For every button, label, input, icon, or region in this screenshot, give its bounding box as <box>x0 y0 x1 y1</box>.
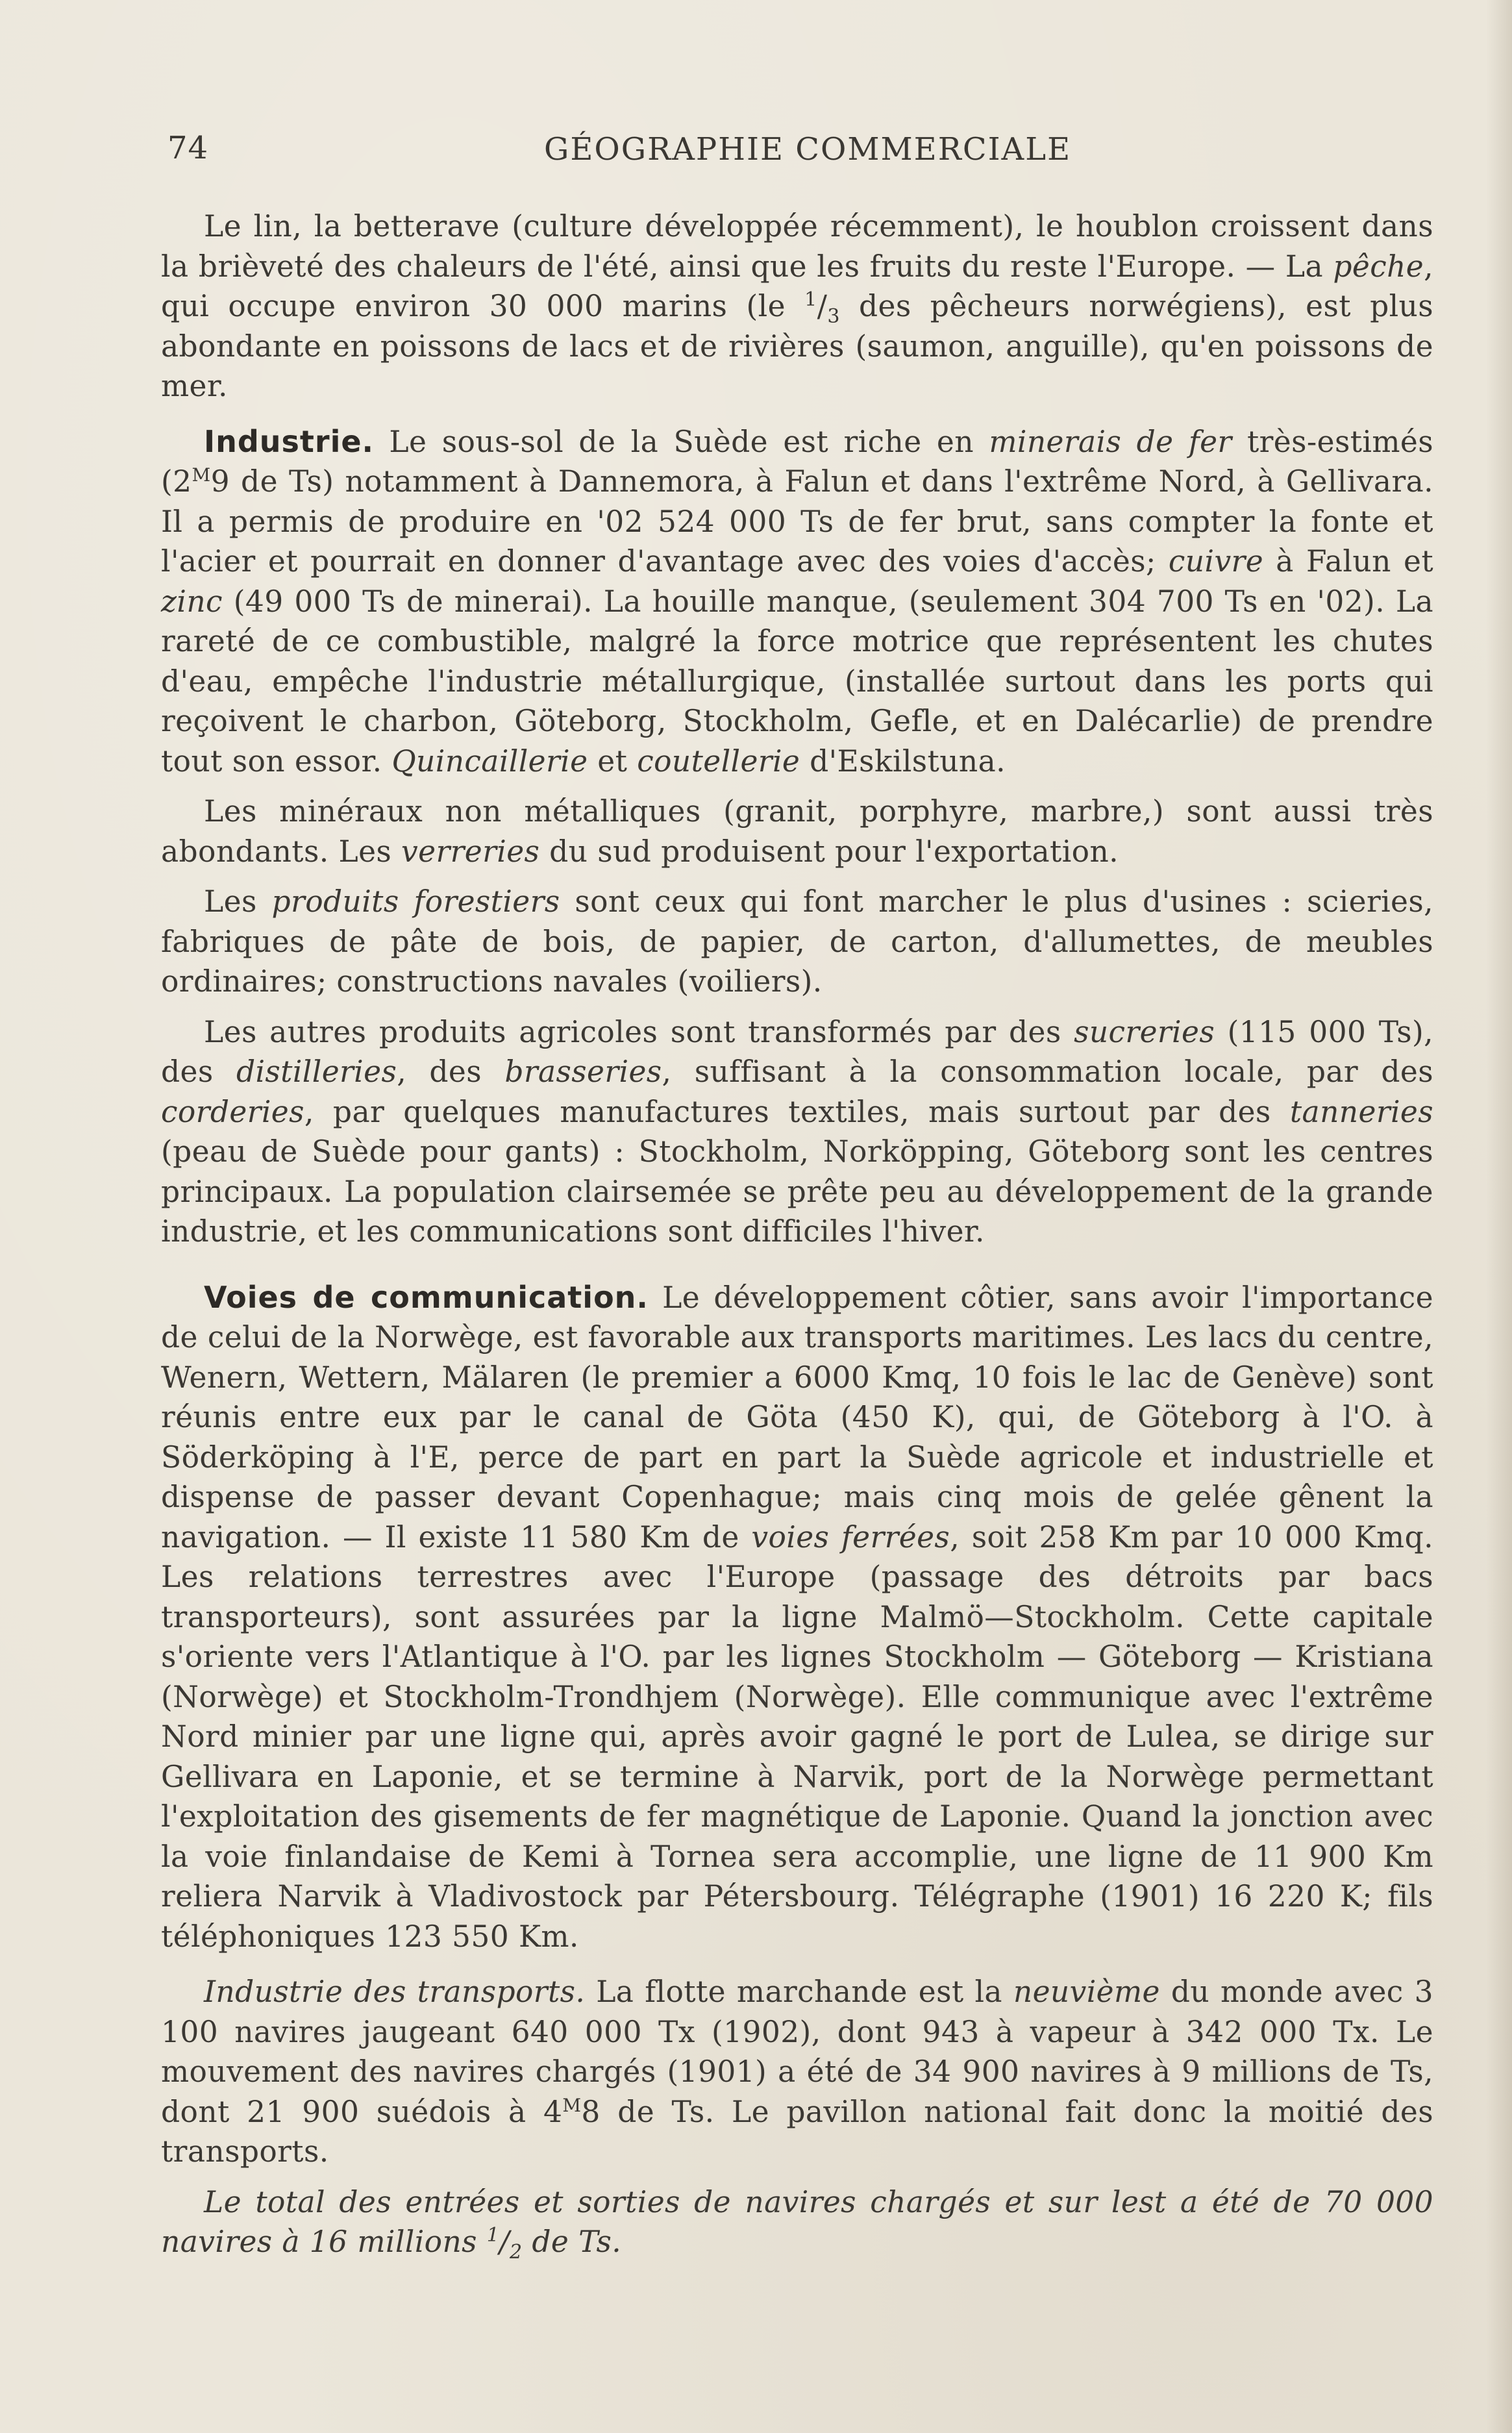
body-text <box>161 206 1433 2273</box>
section-title-industrie: Industrie. <box>204 423 375 459</box>
paragraph-forestiers: Les produits forestiers sont ceux qui font marcher le plus d'usines : scieries, fabriques de pâte de bois, de papier, de carton, d'allumettes, de meubles ordinaires; constructions navales (voiliers). <box>161 884 1433 999</box>
paragraph-agriculture-peche: Le lin, la betterave (culture développée récemment), le houblon croissent dans la brièveté des chaleurs de l'été, ainsi que les fruits du reste l'Europe. — La pêche, qui occupe environ 30 000 marins (le $^1/_3$ des pêcheurs norwégiens), est plus abondante en poissons de lacs et de rivières (saumon, anguille), qu'en poissons de mer. <box>161 209 1434 403</box>
page-header <box>167 130 1420 175</box>
paragraph-industrie: Industrie. Le sous-sol de la Suède est riche en minerais de fer très-estimés ($2^M9$ de Ts) notamment à Dannemora, à Falun et dans l'extrême Nord, à Gellivara. Il a permis de produire en '02 524 000 Ts de fer brut, sans compter la fonte et l'acier et pourrait en donner d'avantage avec des voies d'accès; cuivre à Falun et zinc (49 000 Ts de minerai). La houille manque, (seulement 304 700 Ts en '02). La rareté de ce combustible, malgré la force motrice que représentent les chutes d'eau, empêche l'industrie métallurgique, (installée surtout dans les ports qui reçoivent le charbon, Göteborg, Stockholm, Gefle, et en Dalécarlie) de prendre tout son essor. Quincaillerie et coutellerie d'Eskilstuna. <box>161 423 1433 779</box>
running-head: GÉOGRAPHIE COMMERCIALE <box>544 131 1072 168</box>
section-title-voies: Voies de communication. <box>204 1279 649 1315</box>
paragraph-voies: Voies de communication. Le développement côtier, sans avoir l'importance de celui de la Norwège, est favorable aux transports maritimes. Les lacs du centre, Wenern, Wettern, Mälaren (le premier a 6000 Kmq, 10 fois le lac de Genève) sont réunis entre eux par le canal de Göta (450 K), qui, de Göteborg à l'O. à Söderköping à l'E, perce de part en part la Suède agricole et industrielle et dispense de passer devant Copenhague; mais cinq mois de gelée gênent la navigation. — Il existe 11 580 Km de voies ferrées, soit 258 Km par 10 000 Kmq. Les relations terrestres avec l'Europe (passage des détroits par bacs transporteurs), sont assurées par la ligne Malmö—Stockholm. Cette capitale s'oriente vers l'Atlantique à l'O. par les lignes Stockholm — Göteborg — Kristiana (Norwège) et Stockholm-Trondhjem (Norwège). Elle communique avec l'extrême Nord minier par une ligne qui, après avoir gagné le port de Lulea, se dirige sur Gellivara en Laponie, et se termine à Narvik, port de la Norwège permettant l'exploitation des gisements de fer magnétique de Laponie. Quand la jonction avec la voie finlandaise de Kemi à Tornea sera accomplie, une ligne de 11 900 Km reliera Narvik à Vladivostock par Pétersbourg. Télégraphe (1901) 16 220 K; fils téléphoniques 123 550 Km. <box>161 1279 1434 1954</box>
page-edge-shadow <box>1486 0 1512 2433</box>
page-number: 74 <box>167 130 209 166</box>
section-title-transports: Industrie des transports. <box>204 1975 586 2009</box>
paragraph-transports: Industrie des transports. La flotte marchande est la neuvième du monde avec 3 100 navires jaugeant 640 000 Tx (1902), dont 943 à vapeur à 342 000 Tx. Le mouvement des navires chargés (1901) a été de 34 900 navires à 9 millions de Ts, dont 21 900 suédois à $4^M8$ de Ts. Le pavillon national fait donc la moitié des transports. <box>161 1975 1433 2169</box>
paragraph-mineraux: Les minéraux non métalliques (granit, porphyre, marbre,) sont aussi très abondants. Les verreries du sud produisent pour l'exportation. <box>161 794 1433 869</box>
paragraph-agricoles: Les autres produits agricoles sont transformés par des sucreries (115 000 Ts), des distilleries, des brasseries, suffisant à la consommation locale, par des corderies, par quelques manufactures textiles, mais surtout par des tanneries (peau de Suède pour gants) : Stockholm, Norköpping, Göteborg sont les centres principaux. La population clairsemée se prête peu au développement de la grande industrie, et les communications sont difficiles l'hiver. <box>161 1014 1433 1249</box>
paragraph-total: Le total des entrées et sorties de navires chargés et sur lest a été de 70 000 navires à 16 millions $^1/_2$ de Ts. <box>161 2184 1433 2264</box>
